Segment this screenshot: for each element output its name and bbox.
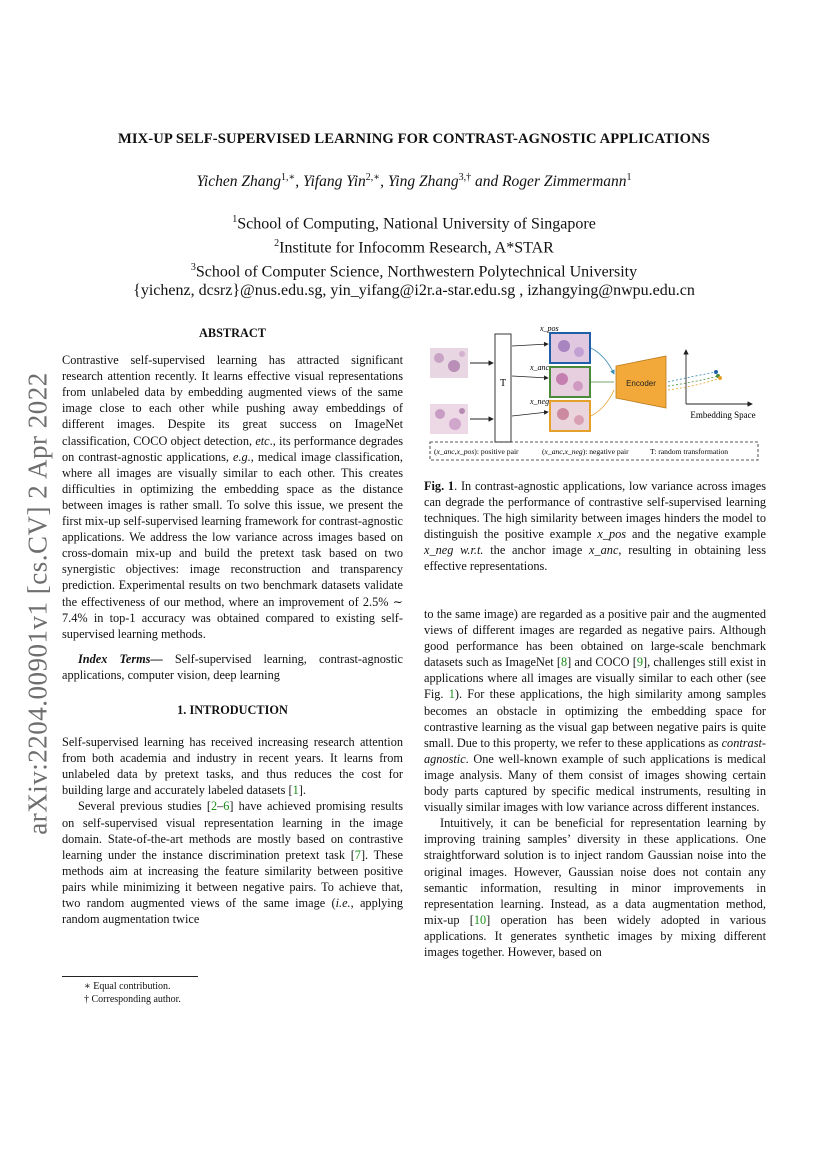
author-list: Yichen Zhang$^{1,∗}$, Yifang Yin$^{2,∗}$, Ying Zhang$^{3,\dagger}$ and Roger Zimmermann$^1$ [196, 172, 632, 191]
label-x-neg: x_neg [530, 397, 550, 406]
input-image-top [430, 348, 468, 378]
embedding-label: Embedding Space [690, 410, 756, 420]
right-paragraph-2: Intuitively, it can be beneficial for representation learning by improving training samples’ diversity in these applications. One straightforward solution is to inject random Gaussian noise into the original images. However, Gaussian noise does not contain any semantic information, resulting in minor improvements in representation learning. Instead, as a data augmentation method, mix-up [10] operation has been widely adopted in various applications. It generates synthetic images by mixing different images together. However, based on [424, 816, 766, 959]
citation-link[interactable]: 8 [561, 655, 568, 670]
figure-1 [424, 316, 766, 464]
author-name: Ying Zhang [387, 173, 459, 191]
citation-link[interactable]: 6 [223, 799, 230, 814]
citation-link[interactable]: 7 [354, 847, 361, 862]
citation-link[interactable]: 1 [292, 783, 299, 798]
svg-text:T: random transformation: T: random transformation [650, 447, 729, 456]
encoder-label: Encoder [626, 379, 656, 388]
view-neg [550, 401, 590, 431]
figure-link[interactable]: 1 [448, 687, 455, 702]
view-anc [550, 367, 590, 397]
citation-link[interactable]: 2 [210, 799, 218, 814]
label-x-pos: x_pos [540, 324, 559, 333]
intro-paragraph-1: Self-supervised learning has received increasing research attention from both academia and industry in recent years. It learns from unlabeled data by pretext tasks, and thus reduces the cost for building large and accurately labeled datasets [1]. [62, 735, 403, 798]
footnote-rule [62, 976, 198, 977]
figure-caption: Fig. 1. In contrast-agnostic applications, low variance across images can degrade the performance of contrastive self-supervised learning techniques. The high similarity between images hinders the model to distinguish the positive example x_pos and the negative example x_neg w.r.t. the anchor image x_anc, resulting in obtaining less effective representations. [424, 479, 767, 574]
intro-paragraph-2: Several previous studies [2–6] have achieved promising results on self-supervised visual representation learning in the image domain. State-of-the-art methods are mostly based on contrastive learning under the instance discrimination pretext task [7]. These methods aim at increasing the feature similarity between positive pairs while minimizing it between negative pairs. To achieve that, two random augmented views of the same image (i.e., applying random augmentation twice [62, 799, 403, 927]
right-paragraph-1: to the same image) are regarded as a positive pair and the augmented views of different images are regarded as negative pairs. Although good performance has been obtained on large-scale benchmark datasets such as ImageNet [8] and COCO [9], challenges still exist in applications where all images are visually similar to each other (see Fig. 1). For these applications, the high similarity among samples becomes an obstacle in optimizing the embedding space for contrastive learning as the visual gap between negative pairs is quite small. Due to this property, we refer to these applications as contrast-agnostic. One well-known example of such applications is medical image analysis. Many of them consist of images showing certain body parts captured by specific medical instruments, resulting in visually similar images with low variance across different instances. [424, 607, 766, 815]
arxiv-stamp: arXiv:2204.00901v1 [cs.CV] 2 Apr 2022 [22, 371, 53, 835]
footnotes: ∗ Equal contribution. † Corresponding author. [84, 981, 181, 1005]
svg-text:(x_anc,x_neg): negative pair: (x_anc,x_neg): negative pair [542, 447, 629, 456]
paper-title: MIX-UP SELF-SUPERVISED LEARNING FOR CONTRAST-AGNOSTIC APPLICATIONS [118, 131, 710, 147]
citation-link[interactable]: 10 [473, 912, 487, 927]
citation-link[interactable]: 9 [636, 655, 643, 670]
abstract-heading: ABSTRACT [199, 326, 266, 340]
input-image-bottom [430, 404, 468, 434]
right-column [424, 606, 766, 960]
author-name: Roger Zimmermann [502, 173, 627, 191]
intro-heading: 1. INTRODUCTION [177, 702, 288, 717]
author-name: Yichen Zhang [196, 173, 281, 191]
label-x-anc: x_anc [530, 363, 550, 372]
email-line: {yichenz, dcsrz}@nus.edu.sg, yin_yifang@i2r.a-star.edu.sg , izhangying@nwpu.edu.cn [133, 282, 695, 300]
author-name: Yifang Yin [303, 173, 366, 191]
abstract-text: Contrastive self-supervised learning has attracted significant research attention recently. It learns effective visual representations from unlabeled data by embedding augmented views of the same image close to each other while pushing away embeddings of different images. Despite its great success on ImageNet classification, COCO object detection, etc., its performance degrades on contrast-agnostic applications, e.g., medical image classification, where all images are visually similar to each other. This creates difficulties in optimizing the embedding space as the distance between images is rather small. To solve this issue, we present the first mix-up self-supervised learning framework for contrast-agnostic applications. We address the low variance across images based on cross-domain mix-up and build the pretext task based on two synergistic objectives: image reconstruction and transparency prediction. Experimental results on two benchmark datasets validate the effectiveness of our method, where an improvement of 2.5% ∼ 7.4% in top-1 accuracy was obtained compared to existing self-supervised learning methods. [62, 353, 403, 641]
affiliations: $^1$School of Computing, National University of Singapore $^2$Institute for Infocomm Research, A*STAR $^3$School of Computer Science, Northwestern Polytechnical University {yichenz, dcsrz}@nus.edu.sg, yin_yifang@i2r.a-star.edu.sg , izhangying@nwpu.edu.cn [62, 210, 766, 301]
svg-text:(x_anc,x_pos): positive pair: (x_anc,x_pos): positive pair [434, 447, 519, 456]
transform-label: T [499, 378, 507, 389]
left-column [62, 325, 403, 927]
index-terms: Index Terms— Self-supervised learning, contrast-agnostic applications, computer vision, deep learning [62, 651, 403, 682]
view-pos [550, 333, 590, 363]
